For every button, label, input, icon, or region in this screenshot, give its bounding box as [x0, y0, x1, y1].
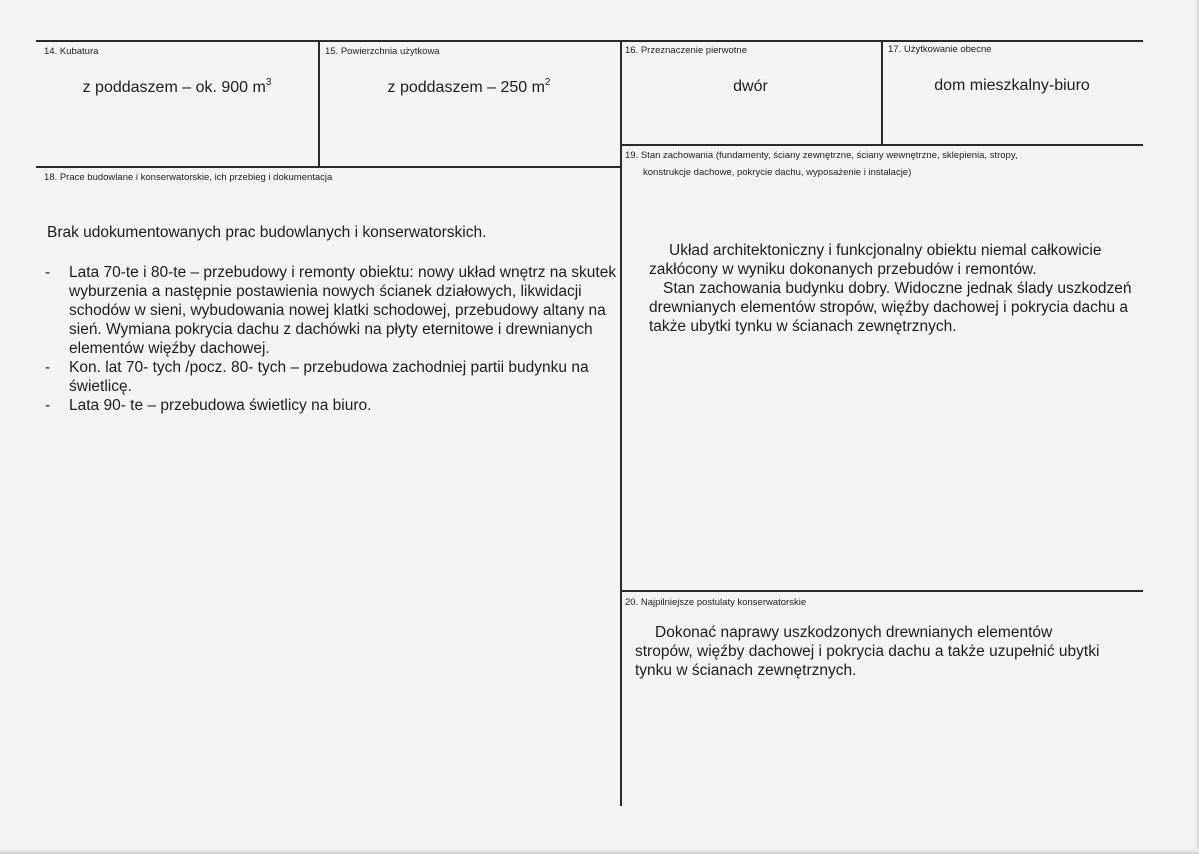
field20-text: Dokonać naprawy uszkodzonych drewnianych elementów stropów, więźby dachowej i pokrycia dachu a także uzupełnić ubytki tynku w ścianach zewnętrznych. — [635, 624, 1100, 679]
field18-label: 18. Prace budowlane i konserwatorskie, ich przebieg i dokumentacja — [44, 172, 333, 183]
top-border-line — [36, 40, 1143, 42]
divider-14-15 — [318, 40, 320, 167]
field14-label: 14. Kubatura — [44, 46, 99, 57]
field18-list — [47, 263, 619, 415]
divider-center — [620, 40, 622, 806]
field14-value — [36, 78, 318, 98]
field17-label: 17. Użytkowanie obecne — [888, 44, 992, 55]
field18-item: - Lata 90- te – przebudowa świetlicy na biuro. — [47, 396, 619, 415]
scan-edge-right — [1195, 0, 1199, 854]
field19-para2: Stan zachowania budynku dobry. Widoczne jednak ślady uszkodzeń drewnianych elementów stropów, więźby dachowej i pokrycia dachu a także ubytki tynku w ścianach zewnętrznych. — [649, 280, 1132, 335]
field19-label-line2: konstrukcje dachowe, pokrycie dachu, wyposażenie i instalacje) — [643, 167, 912, 178]
field19-label-line1: 19. Stan zachowania (fundamenty, ściany zewnętrzne, ściany wewnętrzne, sklepienia, stropy, — [625, 150, 1018, 161]
field16-value: dwór — [733, 78, 768, 95]
field18-item: - Kon. lat 70- tych /pocz. 80- tych – przebudowa zachodniej partii budynku na świetlicę. — [47, 358, 619, 396]
field15-value-text: z poddaszem – 250 m — [387, 79, 545, 96]
field15-label: 15. Powierzchnia użytkowa — [325, 46, 440, 57]
field18-item: - Lata 70-te i 80-te – przebudowy i remonty obiektu: nowy układ wnętrz na skutek wyburzenia a następnie postawienia nowych ścianek działowych, likwidacji schodów w sieni, wybudowania nowej klatki schodowej, przebudowy altany na sień. Wymiana pokrycia dachu z dachówki na płyty eternitowe i drewnianych elementów więźby dachowej. — [47, 263, 619, 358]
field15-value — [318, 78, 620, 98]
field17-value: dom mieszkalny-biuro — [934, 77, 1090, 94]
field19-para1: Układ architektoniczny i funkcjonalny obiektu niemal całkowicie zakłócony w wyniku dokonanych przebudów i remontów. — [649, 242, 1102, 278]
field20-separator — [620, 590, 1143, 592]
scan-edge-bottom — [0, 849, 1199, 854]
field15-value-sup: 2 — [544, 76, 551, 88]
field14-value-text: z poddaszem – ok. 900 m — [82, 79, 266, 96]
row1-separator-left — [36, 166, 621, 168]
field20-label: 20. Najpilniejsze postulaty konserwatorskie — [625, 597, 807, 608]
field18-intro: Brak udokumentowanych prac budowlanych i konserwatorskich. — [47, 224, 487, 241]
field19-text — [649, 241, 1139, 336]
field14-value-sup: 3 — [265, 76, 272, 88]
field16-label: 16. Przeznaczenie pierwotne — [625, 45, 747, 56]
